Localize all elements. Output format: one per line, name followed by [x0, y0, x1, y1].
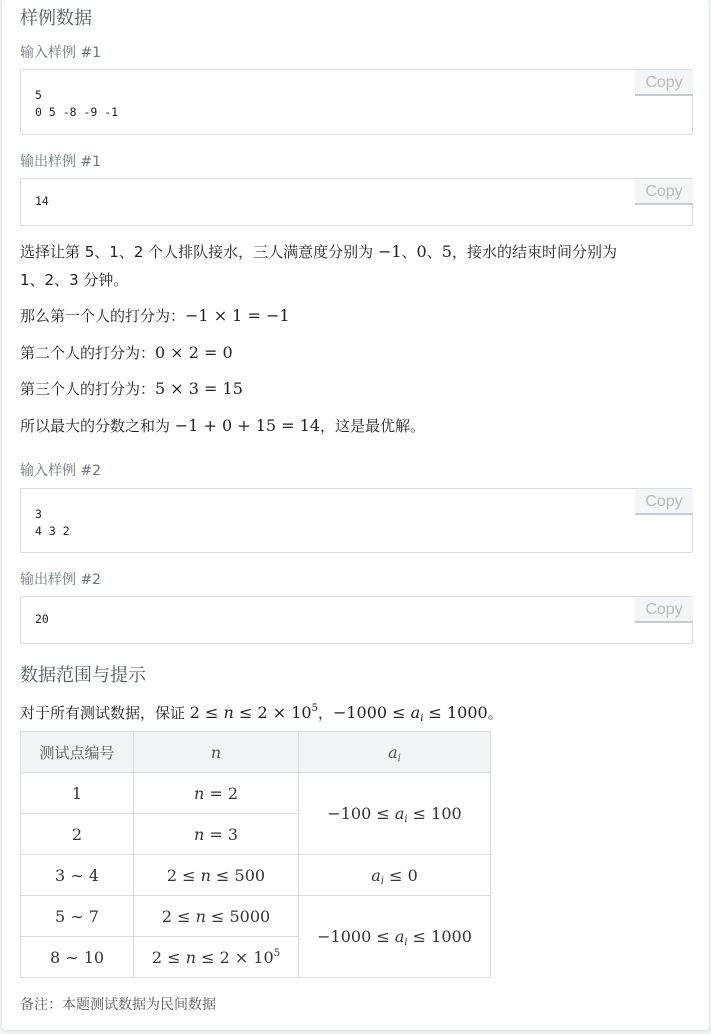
cell-ai-range: $a_i \le 0$ — [299, 855, 491, 896]
table-row — [21, 896, 491, 937]
table-row — [21, 855, 491, 896]
sample2-output-label: 输出样例 #2 — [20, 572, 102, 588]
sample1-input-code: 5 0 5 -8 -9 -1 — [35, 88, 119, 119]
explanation-paragraph-2: 那么第一个人的打分为：−1 × 1 = −1 — [20, 306, 290, 325]
cell-n-range: $2 \le n \le 2 \times 10^5$ — [134, 937, 299, 978]
cell-n-range: n = 2 — [134, 773, 299, 814]
header-ai: $a_i$ — [299, 732, 491, 773]
copy-button[interactable]: Copy — [635, 489, 693, 515]
sample1-output-box — [20, 178, 693, 226]
cell-testcase-id: 8 ∼ 10 — [21, 937, 134, 978]
table-row — [21, 773, 491, 814]
constraints-table — [20, 731, 491, 978]
cell-ai-range: $-1000 \le a_i \le 1000$ — [299, 896, 491, 978]
explanation-paragraph-4: 第三个人的打分为：5 × 3 = 15 — [20, 379, 243, 398]
cell-testcase-id: 3 ∼ 4 — [21, 855, 134, 896]
footnote: 备注：本题测试数据为民间数据 — [20, 997, 216, 1013]
copy-button[interactable]: Copy — [635, 597, 693, 623]
header-testcase-id: 测试点编号 — [21, 732, 134, 773]
explanation-paragraph-3: 第二个人的打分为：0 × 2 = 0 — [20, 343, 233, 362]
sample2-input-box — [20, 488, 693, 553]
copy-button[interactable]: Copy — [635, 179, 693, 205]
cell-testcase-id: 2 — [21, 814, 134, 855]
range-heading: 数据范围与提示 — [20, 665, 146, 686]
range-intro: 对于所有测试数据，保证 $2 \le n \le 2 \times 10^5$，$-1000 \le a_i \le 1000$。 — [20, 703, 503, 724]
cell-n-range: n = 3 — [134, 814, 299, 855]
sample2-input-label: 输入样例 #2 — [20, 463, 102, 479]
sample2-output-code: 20 — [35, 612, 49, 626]
samples-heading: 样例数据 — [20, 8, 92, 29]
cell-n-range: 2 ≤ n ≤ 500 — [134, 855, 299, 896]
explanation-paragraph-5: 所以最大的分数之和为 −1 + 0 + 15 = 14，这是最优解。 — [20, 416, 426, 435]
header-n: n — [134, 732, 299, 773]
sample1-output-label: 输出样例 #1 — [20, 154, 102, 170]
table-header-row — [21, 732, 491, 773]
sample1-input-label: 输入样例 #1 — [20, 45, 102, 61]
cell-testcase-id: 1 — [21, 773, 134, 814]
sample1-output-code: 14 — [35, 194, 49, 208]
explanation-paragraph-1: 选择让第 5、1、2 个人排队接水，三人满意度分别为 −1、0、5，接水的结束时间分别为 1、2、3 分钟。 — [20, 242, 617, 289]
sample2-output-box — [20, 596, 693, 644]
cell-n-range: 2 ≤ n ≤ 5000 — [134, 896, 299, 937]
problem-card — [2, 0, 709, 1030]
copy-button[interactable]: Copy — [635, 70, 693, 96]
sample1-input-box — [20, 69, 693, 135]
sample2-input-code: 3 4 3 2 — [35, 507, 70, 538]
cell-ai-range: $-100 \le a_i \le 100$ — [299, 773, 491, 855]
cell-testcase-id: 5 ∼ 7 — [21, 896, 134, 937]
